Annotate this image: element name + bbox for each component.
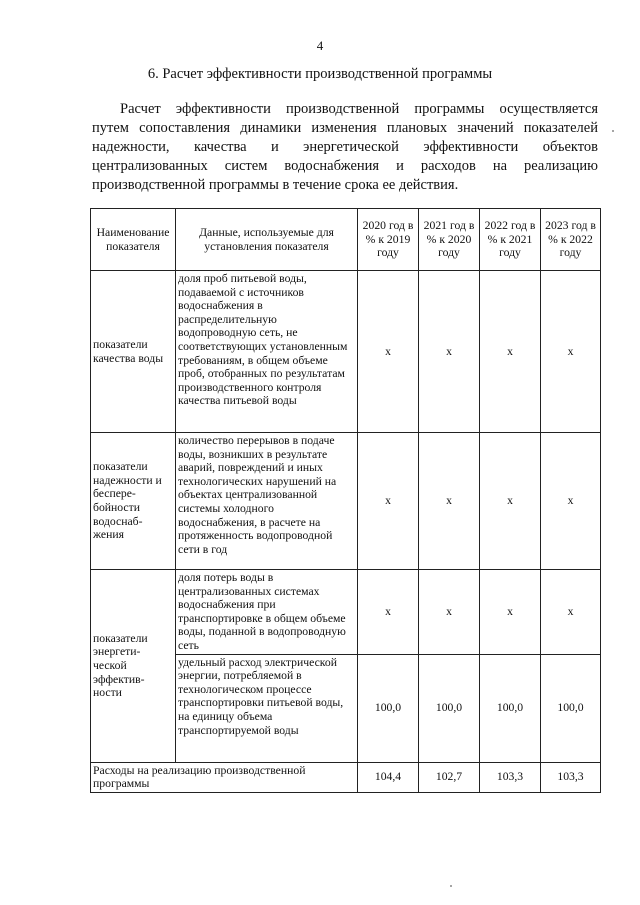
row-value: х: [480, 570, 541, 655]
header-data: Данные, используемые для установления показателя: [176, 209, 358, 271]
row-value: х: [541, 570, 601, 655]
scan-speck: [450, 885, 452, 887]
table-header-row: [91, 209, 601, 271]
row-value: х: [541, 271, 601, 433]
row-value: х: [480, 433, 541, 570]
row-value: х: [419, 271, 480, 433]
header-year-2023: 2023 год в % к 2022 году: [541, 209, 601, 271]
row-value: х: [419, 570, 480, 655]
row-value: х: [358, 433, 419, 570]
total-label: Расходы на реализацию производственной программы: [91, 762, 358, 792]
total-value: 102,7: [419, 762, 480, 792]
row-description: доля проб питьевой воды, подаваемой с источников водоснабжения в распределительную водопроводную сеть, не соответствующих установленным требованиям, в общем объеме проб, отобранных по результатам производственного контроля качества питьевой воды: [176, 271, 358, 433]
intro-line: путем сопоставления динамики изменения плановых значений показателей: [92, 120, 598, 136]
row-value: х: [480, 271, 541, 433]
table-row: [91, 433, 601, 570]
scan-speck: [612, 130, 614, 132]
header-year-2020: 2020 год в % к 2019 году: [358, 209, 419, 271]
row-description: удельный расход электрической энергии, потребляемой в технологическом процессе транспортировки питьевой воды, на единицу объема транспортируемой воды: [176, 654, 358, 762]
table-total-row: [91, 762, 601, 792]
intro-line: надежности, качества и энергетической эффективности объектов: [92, 139, 598, 155]
page-number: 4: [316, 38, 324, 53]
row-value: х: [358, 570, 419, 655]
row-value: х: [541, 433, 601, 570]
section-title: 6. Расчет эффективности производственной программы: [147, 66, 493, 82]
total-value: 103,3: [541, 762, 601, 792]
efficiency-table: [90, 208, 601, 793]
row-value: х: [358, 271, 419, 433]
row-value: 100,0: [541, 654, 601, 762]
row-value: 100,0: [480, 654, 541, 762]
intro-paragraph: [92, 100, 598, 195]
total-value: 104,4: [358, 762, 419, 792]
intro-line: централизованных систем водоснабжения и расходов на реализацию: [92, 158, 598, 174]
header-year-2021: 2021 год в % к 2020 году: [419, 209, 480, 271]
intro-line: Расчет эффективности производственной программы осуществляется: [120, 101, 598, 117]
table-row: [91, 570, 601, 655]
row-category: показатели энергети-ческой эффектив-ности: [91, 570, 176, 763]
row-category: показатели надежности и беспере-бойности водоснаб-жения: [91, 433, 176, 570]
table-row: [91, 271, 601, 433]
header-year-2022: 2022 год в % к 2021 году: [480, 209, 541, 271]
row-description: количество перерывов в подаче воды, возникших в результате аварий, повреждений и иных технологических нарушений на объектах централизованной системы холодного водоснабжения, в расчете на протяженность водопроводной сети в год: [176, 433, 358, 570]
row-category: показатели качества воды: [91, 271, 176, 433]
row-value: 100,0: [358, 654, 419, 762]
header-name: Наименование показателя: [91, 209, 176, 271]
intro-line: производственной программы в течение срока ее действия.: [92, 177, 459, 193]
total-value: 103,3: [480, 762, 541, 792]
row-value: 100,0: [419, 654, 480, 762]
row-description: доля потерь воды в централизованных системах водоснабжения при транспортировке в общем объеме воды, поданной в водопроводную сеть: [176, 570, 358, 655]
row-value: х: [419, 433, 480, 570]
